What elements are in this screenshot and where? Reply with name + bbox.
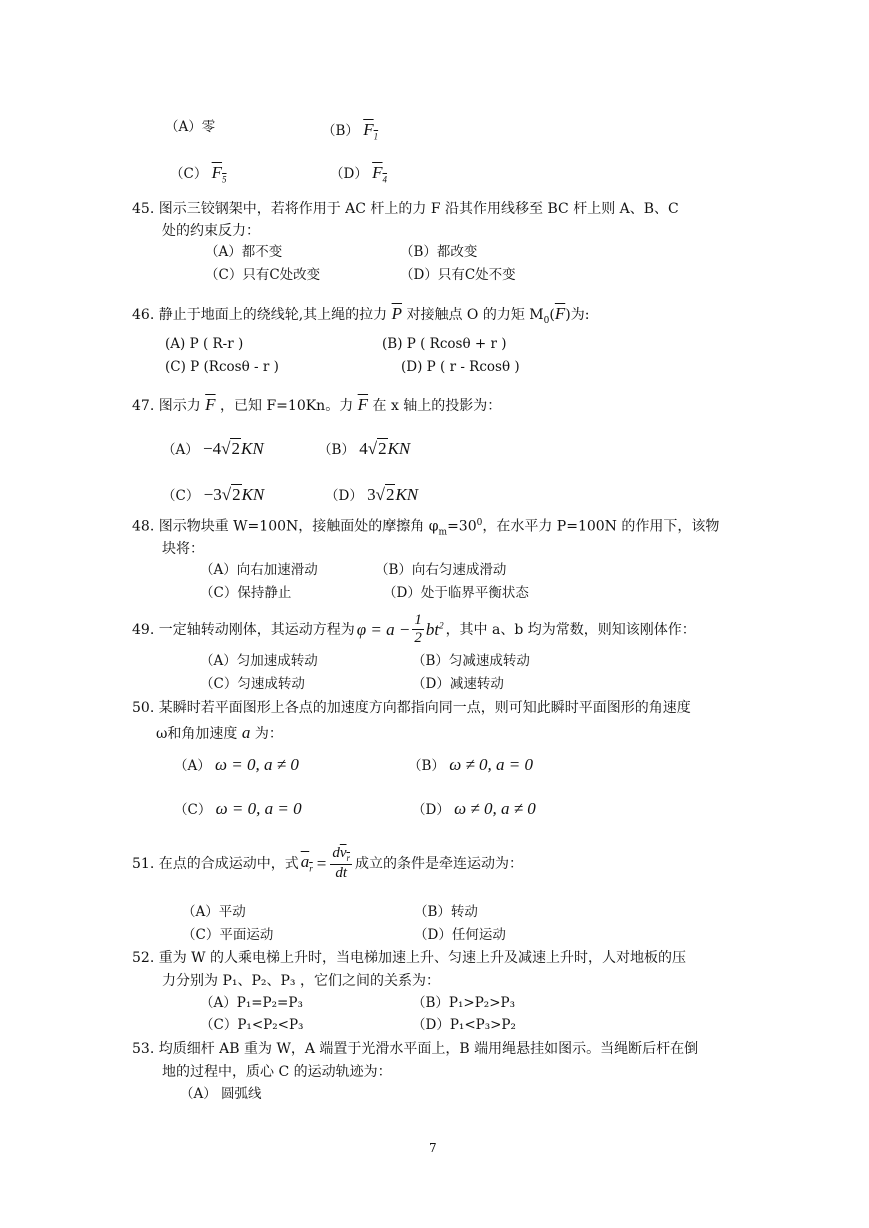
q46-stem-mid: 对接触点 O 的力矩 M: [406, 307, 544, 323]
q46-stem-post: )为:: [565, 307, 590, 323]
q47-option-c: [162, 486, 264, 504]
q51-stem-pre: 51. 在点的合成运动中，式: [132, 855, 299, 872]
q47-force-f1: $\overline{F}$: [205, 395, 216, 414]
q47-option-c-label: （C）: [162, 488, 200, 504]
q51-lhs: $a_r$: [300, 852, 313, 874]
q51-stem-post: 成立的条件是牵连运动为：: [355, 855, 524, 872]
q49-eq-lhs: φ = a −: [356, 620, 411, 639]
q46-force-p: $\overline{P}$: [391, 304, 403, 323]
q52-option-a: （A）P₁=P₂=P₃: [200, 995, 303, 1011]
q44-option-b-label: （B）: [322, 123, 359, 139]
q50-stem-line1: 50. 某瞬时若平面图形上各点的加速度方向都指向同一点，则可知此瞬时平面图形的角速度: [132, 700, 691, 716]
q49-option-a: （A）匀加速成转动: [200, 653, 318, 669]
q46-stem-pre: 46. 静止于地面上的绕线轮,其上绳的拉力: [132, 307, 388, 323]
q48-phi-sub: m: [438, 527, 448, 538]
q46-option-d: (D) P ( r - Rcosθ ): [401, 359, 520, 375]
q50-option-d-label: （D）: [412, 802, 450, 818]
q48-option-c: （C）保持静止: [200, 585, 292, 601]
q47-option-b-label: （B）: [318, 442, 355, 458]
q53-option-a: （A） 圆弧线: [180, 1086, 262, 1102]
q47-stem: [132, 396, 501, 413]
q48-option-b: （B）向右匀速成滑动: [375, 562, 507, 578]
q50-option-a: [174, 756, 299, 774]
q51-option-c: （C）平面运动: [182, 927, 274, 943]
q44-option-b-symbol: $F_1$: [363, 120, 379, 142]
q52-option-d: （D）P₁<P₃>P₂: [412, 1017, 516, 1033]
q46-option-c: (C) P (Rcosθ - r ): [165, 359, 279, 375]
q44-option-d-label: （D）: [330, 166, 368, 182]
q44-option-c-label: （C）: [170, 166, 208, 182]
q50-option-d-eq: ω ≠ 0, a ≠ 0: [454, 799, 536, 818]
q50-option-c-eq: ω = 0, a = 0: [215, 799, 302, 818]
q47-stem-post: 在 x 轴上的投影为：: [372, 398, 502, 414]
q48-stem-line2: 块将：: [162, 541, 204, 557]
q52-option-b: （B）P₁>P₂>P₃: [412, 995, 516, 1011]
q52-stem-line2: 力分别为 P₁、P₂、P₃ ，它们之间的关系为：: [162, 973, 440, 989]
q53-stem-line2: 地的过程中，质心 C 的运动轨迹为：: [162, 1064, 392, 1080]
q52-stem-line1: 52. 重为 W 的人乘电梯上升时，当电梯加速上升、匀速上升及减速上升时，人对地板的压: [132, 950, 687, 966]
q50-alpha-symbol: a: [241, 723, 251, 742]
q48-degree: 0: [476, 518, 483, 528]
q49-option-d: （D）减速转动: [412, 676, 504, 692]
q46-option-a: (A) P ( R-r ): [165, 336, 244, 352]
q45-stem-line1: 45. 图示三铰钢架中，若将作用于 AC 杆上的力 F 沿其作用线移至 BC 杆上则 A、B、C: [132, 201, 679, 217]
q47-option-a-value: −4√2KN: [203, 439, 264, 458]
q50-option-d: [412, 800, 536, 818]
q47-option-a: [162, 440, 264, 458]
q46-paren-open: (: [549, 307, 555, 323]
q48-option-d: （D）处于临界平衡状态: [383, 585, 529, 601]
q45-option-d: （D）只有C处不变: [400, 267, 516, 283]
q50-option-b-eq: ω ≠ 0, a = 0: [449, 755, 534, 774]
q46-option-b: (B) P ( Rcosθ + r ): [382, 336, 507, 352]
q46-moment-sub: 0: [543, 315, 550, 326]
q49-option-b: （B）匀减速成转动: [412, 653, 530, 669]
q44-option-c: [170, 164, 227, 184]
page-number: 7: [429, 1141, 437, 1155]
q51-option-d: （D）任何运动: [414, 927, 506, 943]
q51-fraction: $\frac{dv_r}{dt}$: [332, 845, 351, 881]
q48-stem-pre: 48. 图示物块重 W=100N，接触面处的摩擦角 φ: [132, 518, 439, 535]
q48-stem-mid: =30: [447, 518, 477, 535]
q50-option-c: [174, 800, 302, 818]
q45-option-c: （C）只有C处改变: [205, 267, 321, 283]
q47-option-d-value: 3√2KN: [367, 485, 419, 504]
q51-option-a: （A）平动: [182, 904, 246, 920]
q44-option-d-symbol: $F_4$: [372, 163, 388, 185]
q47-stem-mid: ，已知 F=10Kn。力: [220, 398, 354, 414]
q50-option-a-label: （A）: [174, 758, 211, 774]
q50-stem-post: 为：: [254, 726, 283, 742]
q44-option-d: [330, 164, 387, 184]
q45-stem-line2: 处的约束反力：: [162, 223, 260, 239]
q44-option-c-symbol: $F_5$: [211, 163, 227, 185]
q46-stem: [132, 305, 589, 326]
q51-equals: =: [316, 854, 327, 873]
q47-force-f2: $\overline{F}$: [357, 395, 369, 414]
q44-option-b: [322, 121, 378, 141]
q44-option-a: （A）零: [165, 119, 216, 135]
q49-eq-rhs: $bt^2$: [425, 620, 444, 639]
q47-option-c-value: −3√2KN: [203, 485, 265, 504]
q47-stem-pre: 47. 图示力: [132, 398, 201, 414]
q53-stem-line1: 53. 均质细杆 AB 重为 W，A 端置于光滑水平面上，B 端用绳悬挂如图示。当绳断后杆在倒: [132, 1041, 699, 1057]
q48-option-a: （A）向右加速滑动: [200, 562, 318, 578]
q46-force-f: $\overline{F}$: [554, 304, 566, 323]
q48-stem-post: ，在水平力 P=100N 的作用下，该物: [482, 518, 720, 535]
q50-option-b-label: （B）: [408, 758, 445, 774]
q45-option-b: （B）都改变: [400, 244, 478, 260]
q47-option-b-value: 4√2KN: [359, 439, 411, 458]
q51-stem: [132, 846, 523, 881]
q47-option-d: [325, 486, 418, 504]
q45-option-a: （A）都不变: [205, 244, 283, 260]
q48-stem-line1: [132, 519, 719, 537]
q47-option-d-label: （D）: [325, 488, 363, 504]
q47-option-b: [318, 440, 410, 458]
q50-option-b: [408, 756, 533, 774]
q47-option-a-label: （A）: [162, 442, 199, 458]
q49-stem: [132, 613, 696, 646]
q50-stem-line2: [156, 724, 283, 741]
q49-stem-pre: 49. 一定轴转动刚体，其运动方程为: [132, 621, 355, 638]
q50-option-a-eq: ω = 0, a ≠ 0: [215, 755, 299, 774]
q51-option-b: （B）转动: [414, 904, 478, 920]
q49-stem-post: ，其中 a、b 均为常数，则知该刚体作：: [445, 621, 696, 638]
q50-option-c-label: （C）: [174, 802, 212, 818]
q49-eq-fraction: $\frac{1}{2}$: [414, 612, 422, 646]
q50-stem-pre: ω和角加速度: [156, 726, 238, 742]
q49-option-c: （C）匀速成转动: [200, 676, 305, 692]
q52-option-c: （C）P₁<P₂<P₃: [200, 1017, 304, 1033]
